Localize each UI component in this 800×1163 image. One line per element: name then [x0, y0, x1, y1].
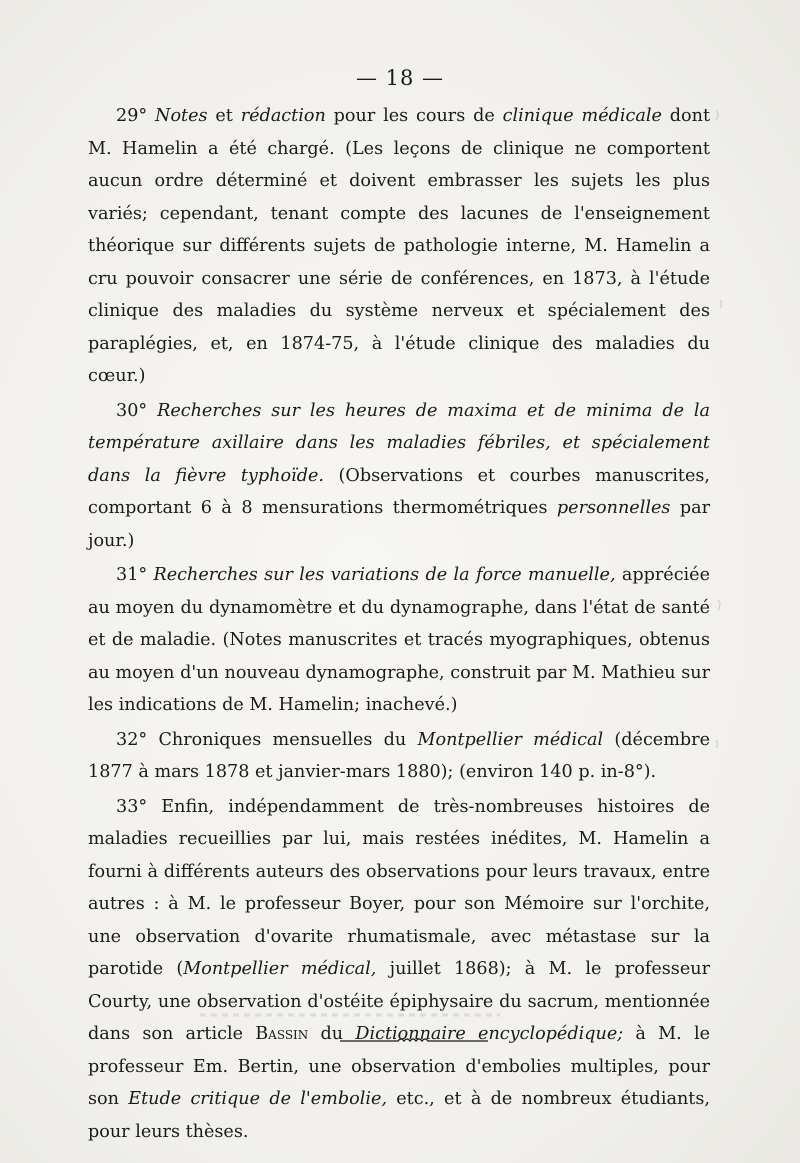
text-run: etc., et à de nombreux étudiants, pour leurs thèses. [88, 1089, 711, 1142]
italic-run: Notes [155, 106, 208, 126]
text-run: et [207, 106, 241, 126]
text-run: appréciée au moyen du dynamomètre et du dynamographe, dans l'état de santé et de maladie. (Notes manuscrites et tracés myographiques, obtenus au moyen d'un nouveau dynamographe, construit par M. Mathieu sur les indications de M. Hamelin; inachevé.) [88, 565, 711, 715]
paragraph-item-33 [88, 791, 710, 1149]
text-run: dont M. Hamelin a été chargé. (Les leçons de clinique ne comportent aucun ordre déterminé et doivent embrasser les sujets les plus variés; cependant, tenant compte des lacunes de l'enseignement théorique sur différents sujets de pathologie interne, M. Hamelin a cru pouvoir consacrer une série de conférences, en 1873, à l'étude clinique des maladies du système nerveux et spécialement des paraplégies, et, en 1874-75, à l'étude clinique des maladies du cœur.) [88, 106, 711, 386]
text-run: 33° Enfin, indépendamment de très-nombreuses histoires de maladies recueillies par lui, mais restées inédites, M. Hamelin a fourni à différents auteurs des observations pour leurs travaux, entre autres : à M. le professeur Boyer, pour son Mémoire sur l'orchite, une observation d'ovarite rhumatismale, avec métastase sur la parotide ( [88, 796, 710, 979]
text-run: pour les cours de [325, 106, 503, 126]
smallcaps-run: Bassin [255, 1024, 309, 1044]
paragraph-item-30 [88, 395, 710, 558]
paragraph-item-32 [88, 724, 710, 789]
text-run: par jour.) [88, 498, 711, 551]
text-run: 31° [116, 565, 154, 585]
italic-run: Etude critique de l'embolie, [128, 1089, 387, 1109]
italic-run: Recherches sur les variations de la force manuelle, [153, 565, 616, 585]
text-run: du [308, 1024, 356, 1044]
text-run: (Observations et courbes manuscrites, comportant 6 à 8 mensurations thermométriques [88, 465, 710, 518]
italic-run: rédaction [240, 106, 326, 126]
closing-ornament-rule [340, 1036, 488, 1044]
text-run: 30° [116, 400, 158, 421]
text-run: à M. le professeur Em. Bertin, une observation d'embolies multiples, pour son [88, 1024, 710, 1109]
paragraph-item-31 [88, 559, 710, 722]
italic-run: clinique médicale [502, 106, 662, 126]
body-text [88, 100, 710, 1148]
italic-run: Recherches sur les heures de maxima et de minima de la température axillaire dans les maladies fébriles, et spécialement dans la fièvre typhoïde. [88, 400, 710, 486]
text-run: (décembre 1877 à mars 1878 et janvier-mars 1880); (environ 140 p. in-8°). [88, 729, 710, 782]
italic-run: personnelles [556, 498, 671, 518]
text-run: juillet 1868); à M. le professeur Courty, une observation d'ostéite épiphysaire du sacrum, mentionnée dans son article [88, 959, 710, 1044]
text-run: 32° Chroniques mensuelles du [116, 729, 418, 750]
paragraph-item-29 [88, 100, 710, 393]
page-number: — 18 — [355, 66, 445, 90]
italic-run: Montpellier médical [417, 729, 604, 750]
text-run: 29° [116, 106, 156, 126]
italic-run: Dictionnaire encyclopédique; [355, 1024, 624, 1044]
italic-run: Montpellier médical, [183, 959, 377, 979]
